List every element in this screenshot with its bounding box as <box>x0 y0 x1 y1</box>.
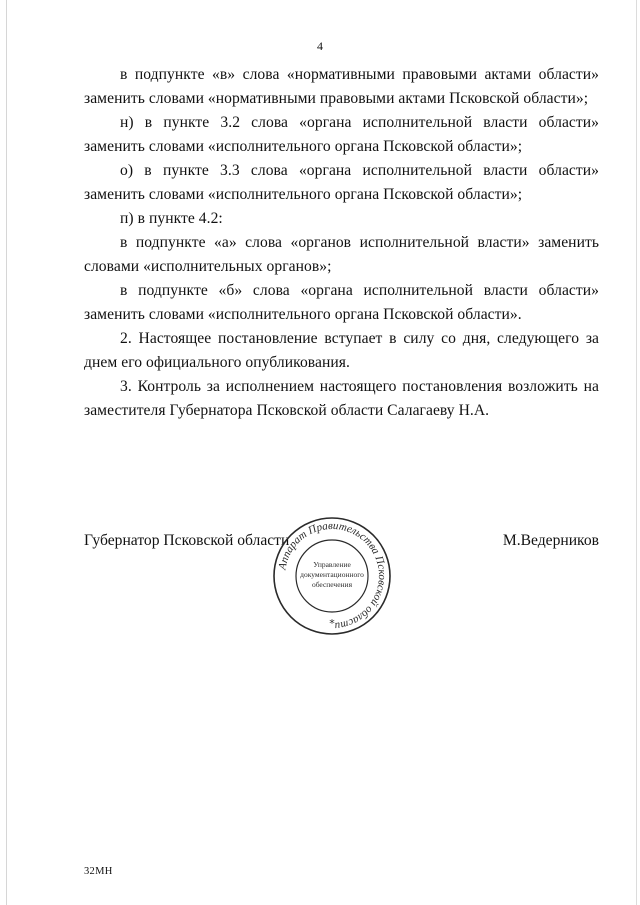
page-number: 4 <box>317 39 323 53</box>
paragraph: п) в пункте 4.2: <box>120 210 223 227</box>
official-seal-stamp <box>268 515 396 637</box>
seal-center-line: Управление <box>313 560 351 569</box>
paragraph: н) в пункте 3.2 слова «органа исполнительной власти области» заменить словами «исполнительного органа Псковской области»; <box>84 114 599 155</box>
document-body <box>84 63 599 423</box>
seal-ring-text: Аппарат Правительства Псковской области <box>276 519 389 632</box>
paragraph: в подпункте «в» слова «нормативными правовыми актами области» заменить словами «нормативными правовыми актами Псковской области»; <box>84 66 599 107</box>
footer-document-code: 32МН <box>84 866 113 877</box>
scan-edge-right <box>636 0 637 905</box>
paragraph: 2. Настоящее постановление вступает в силу со дня, следующего за днем его официального опубликования. <box>84 330 599 371</box>
seal-center-line: обеспечения <box>311 580 353 589</box>
paragraph: о) в пункте 3.3 слова «органа исполнительной власти области» заменить словами «исполнительного органа Псковской области»; <box>84 162 599 203</box>
scan-edge-left <box>6 0 7 905</box>
paragraph: в подпункте «а» слова «органов исполнительной власти» заменить словами «исполнительных органов»; <box>84 234 599 275</box>
seal-star-icon: * <box>329 617 335 630</box>
signatory-name: М.Ведерников <box>502 532 599 549</box>
seal-center-line: документационного <box>300 570 364 579</box>
signatory-title: Губернатор Псковской области <box>84 532 290 549</box>
paragraph: 3. Контроль за исполнением настоящего постановления возложить на заместителя Губернатора Псковской области Салагаеву Н.А. <box>84 378 599 419</box>
paragraph: в подпункте «б» слова «органа исполнительной власти области» заменить словами «исполнительного органа Псковской области». <box>84 282 599 323</box>
